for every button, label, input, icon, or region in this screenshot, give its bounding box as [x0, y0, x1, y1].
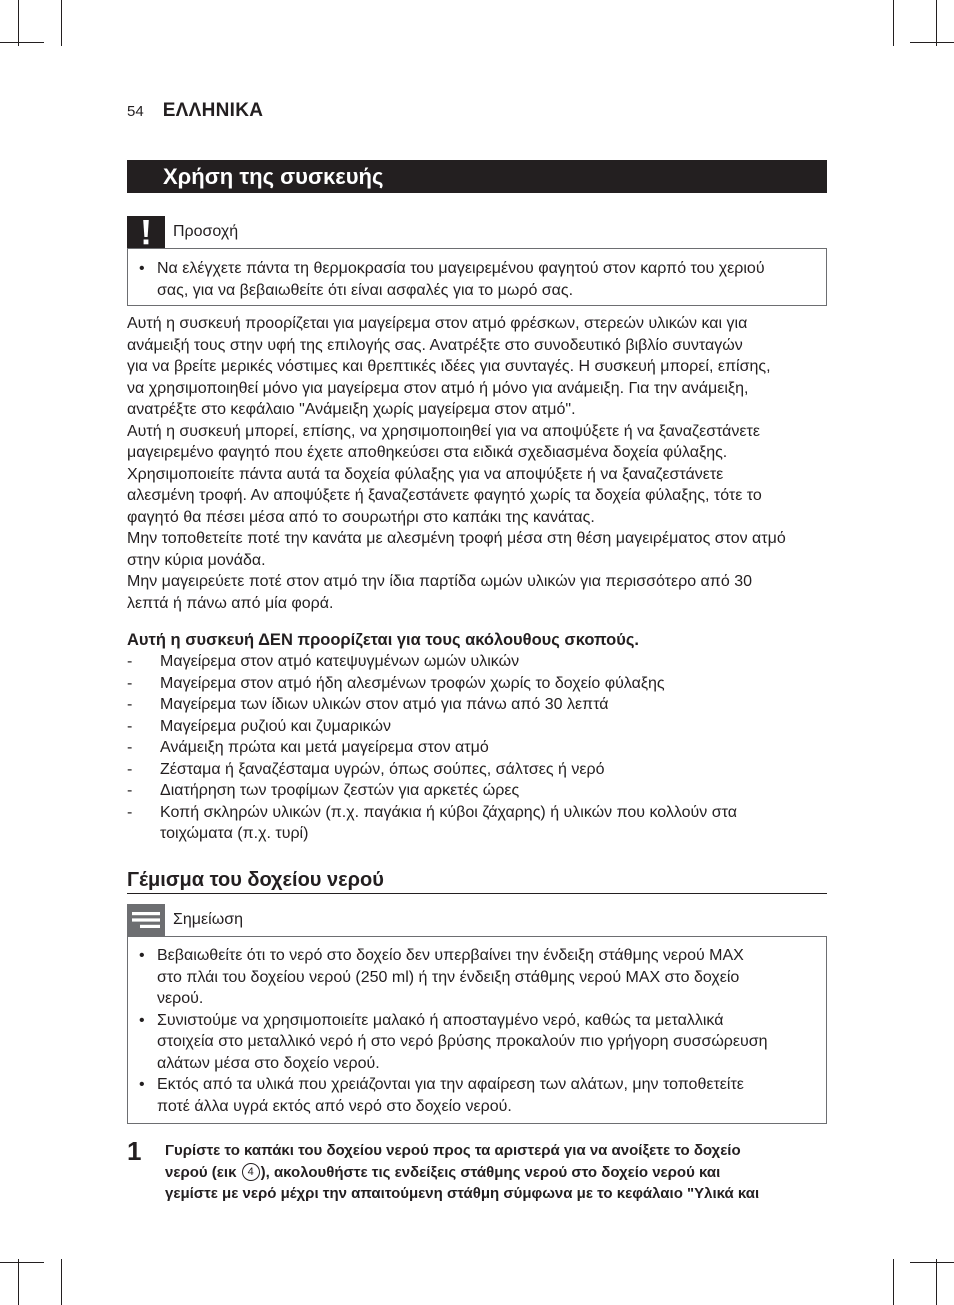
text-line: σας, για να βεβαιωθείτε ότι είναι ασφαλές για το μωρό σας.: [157, 281, 574, 299]
section-heading: Γέμισμα του δοχείου νερού: [127, 867, 827, 894]
crop-mark: [936, 0, 937, 46]
caution-header: [127, 216, 238, 248]
note-item: [139, 1074, 826, 1117]
list-item: [127, 673, 827, 695]
dash-marker: -: [127, 782, 133, 799]
text-segment: νερού (εικ: [165, 1163, 241, 1181]
text-line: αλάτων μέσα στο δοχείο νερού.: [157, 1054, 380, 1072]
text-line: γεμίστε με νερό μέχρι την απαιτούμενη στάθμη σύμφωνα με το κεφάλαιο "Υλικά και: [165, 1185, 760, 1202]
text-line: Να ελέγχετε πάντα τη θερμοκρασία του μαγειρεμένου φαγητού στον καρπό του χεριού: [157, 260, 765, 277]
text-line: Βεβαιωθείτε ότι το νερό στο δοχείο δεν υπερβαίνει την ένδειξη στάθμης νερού MAX: [157, 947, 744, 964]
text-line: Χρησιμοποιείτε πάντα αυτά τα δοχεία φύλαξης για να αποψύξετε ή να ξαναζεστάνετε: [127, 465, 724, 483]
text-line: Εκτός από τα υλικά που χρειάζονται για την αφαίρεση των αλάτων, μην τοποθετείτε: [157, 1076, 744, 1093]
crop-mark: [0, 1262, 44, 1263]
text-line: Γυρίστε το καπάκι του δοχείου νερού προς τα αριστερά για να ανοίξετε το δοχείο: [165, 1142, 741, 1159]
text-line: Μαγείρεμα στον ατμό ήδη αλεσμένων τροφών χωρίς το δοχείο φύλαξης: [160, 674, 665, 692]
dash-marker: -: [127, 653, 133, 670]
intro-paragraph: [127, 528, 827, 571]
note-icon-graphic: [127, 904, 165, 936]
text-line: Μαγείρεμα ρυζιού και ζυμαρικών: [160, 717, 391, 735]
text-line: φαγητό θα πέσει μέσα από το σουρωτήρι στο καπάκι της κανάτας.: [127, 508, 595, 526]
text-line: Μαγείρεμα των ίδιων υλικών στον ατμό για πάνω από 30 λεπτά: [160, 696, 609, 713]
note-item: [139, 945, 826, 1010]
note-icon: [127, 904, 165, 936]
not-intended-heading: Αυτή η συσκευή ΔΕΝ προορίζεται για τους ακόλουθους σκοπούς.: [127, 631, 639, 649]
text-line: για να βρείτε μερικές νόστιμες και θρεπτικές ιδέες για συνταγές. Η συσκευή μπορεί, επίσης,: [127, 358, 771, 375]
exclamation-icon: [127, 216, 165, 248]
intro-paragraph: [127, 313, 827, 421]
bullet: •: [139, 947, 145, 964]
dash-marker: -: [127, 674, 133, 692]
text-line: Αυτή η συσκευή μπορεί, επίσης, να χρησιμοποιηθεί για να αποψύξετε ή να ξαναζεστάνετε: [127, 422, 760, 440]
dash-marker: -: [127, 739, 133, 756]
figure-reference-number: 4: [242, 1163, 260, 1181]
crop-mark: [0, 42, 44, 43]
intro-paragraph: [127, 421, 827, 529]
text-line: ανάμειξή τους στην υφή της επιλογής σας. Ανατρέξτε στο συνοδευτικό βιβλίο συνταγών: [127, 336, 743, 354]
exclamation-icon-graphic: [127, 216, 165, 248]
note-box: [127, 936, 827, 1124]
text-line: Αυτή η συσκευή προορίζεται για μαγείρεμα στον ατμό φρέσκων, στερεών υλικών και για: [127, 315, 748, 332]
text-line: Διατήρηση των τροφίμων ζεστών για αρκετές ώρες: [160, 782, 520, 799]
not-intended-list: [127, 651, 827, 845]
crop-mark: [18, 0, 19, 46]
running-header: [127, 99, 263, 123]
note-item: [139, 1010, 826, 1075]
list-item: [127, 716, 827, 738]
bullet: •: [139, 260, 145, 277]
dash-marker: -: [127, 696, 133, 713]
list-item: [127, 737, 827, 759]
caution-item-text: [157, 258, 765, 301]
text-line: Μην μαγειρεύετε ποτέ στον ατμό την ίδια παρτίδα ωμών υλικών για περισσότερο από 30: [127, 573, 752, 590]
crop-mark: [18, 1259, 19, 1305]
text-line: Ανάμειξη πρώτα και μετά μαγείρεμα στον ατμό: [160, 739, 489, 756]
crop-mark: [910, 1262, 954, 1263]
text-line: αλεσμένη τροφή. Αν αποψύξετε ή ξαναζεστάνετε φαγητό χωρίς τα δοχεία φύλαξης, τότε το: [127, 487, 762, 504]
intro-text: [127, 313, 827, 614]
step-text: [165, 1140, 827, 1205]
text-segment: ), ακολουθήστε τις ενδείξεις στάθμης νερού στο δοχείο νερού και: [260, 1163, 721, 1181]
text-line: στην κύρια μονάδα.: [127, 551, 266, 569]
bullet: •: [139, 1076, 145, 1093]
list-item: [127, 780, 827, 802]
crop-mark: [61, 0, 62, 46]
text-line: στο πλάι του δοχείου νερού (250 ml) ή την ένδειξη στάθμης νερού MAX στο δοχείο: [157, 968, 740, 986]
list-item: [127, 759, 827, 781]
note-label: Σημείωση: [173, 911, 243, 928]
intro-paragraph: [127, 571, 827, 614]
page-number: 54: [127, 103, 144, 120]
crop-mark: [893, 0, 894, 46]
text-line: στοιχεία στο μεταλλικό νερό ή στο νερό βρύσης προκαλούν πιο γρήγορη συσσώρευση: [157, 1033, 768, 1050]
text-line: Μην τοποθετείτε ποτέ την κανάτα με αλεσμένη τροφή μέσα στη θέση μαγειρέματος στον ατμό: [127, 530, 786, 547]
caution-box: [127, 248, 827, 306]
text-line: τοιχώματα (π.χ. τυρί): [160, 825, 309, 842]
caution-label: Προσοχή: [173, 223, 239, 240]
text-line: να χρησιμοποιηθεί μόνο για μαγείρεμα στον ατμό ή μόνο για ανάμειξη. Για την ανάμειξη,: [127, 379, 749, 397]
crop-mark: [893, 1259, 894, 1305]
list-item: [127, 651, 827, 673]
dash-marker: -: [127, 760, 133, 778]
text-line: [165, 1162, 827, 1184]
list-item: [127, 694, 827, 716]
text-line: Κοπή σκληρών υλικών (π.χ. παγάκια ή κύβοι ζάχαρης) ή υλικών που κολλούν στα: [160, 803, 737, 821]
step-number: 1: [127, 1136, 142, 1166]
dash-marker: -: [127, 717, 133, 735]
text-line: μαγειρεμένο φαγητό που έχετε αποθηκεύσει στα ειδικά σχεδιασμένα δοχεία φύλαξης.: [127, 444, 728, 461]
language-label: ΕΛΛΗΝΙΚΑ: [162, 100, 264, 121]
text-line: νερού.: [157, 990, 204, 1007]
section-title: Χρήση της συσκευής: [163, 164, 384, 189]
text-line: Μαγείρεμα στον ατμό κατεψυγμένων ωμών υλικών: [160, 653, 520, 670]
dash-marker: -: [127, 803, 133, 821]
text-line: λεπτά ή πάνω από μία φορά.: [127, 594, 334, 612]
note-header: [127, 904, 243, 936]
text-line: Συνιστούμε να χρησιμοποιείτε μαλακό ή αποσταγμένο νερό, καθώς τα μεταλλικά: [157, 1011, 724, 1029]
crop-mark: [936, 1259, 937, 1305]
list-item: [127, 802, 827, 845]
caution-item: [139, 258, 826, 301]
crop-mark: [61, 1259, 62, 1305]
crop-mark: [910, 42, 954, 43]
bullet: •: [139, 1011, 145, 1029]
text-line: ποτέ άλλα υγρά εκτός από νερό στο δοχείο νερού.: [157, 1097, 512, 1115]
text-line: Ζέσταμα ή ξαναζέσταμα υγρών, όπως σούπες, σάλτσες ή νερό: [160, 760, 605, 778]
section-title-bar: [127, 160, 827, 193]
text-line: ανατρέξτε στο κεφάλαιο "Ανάμειξη χωρίς μαγείρεμα στον ατμό".: [127, 401, 576, 418]
